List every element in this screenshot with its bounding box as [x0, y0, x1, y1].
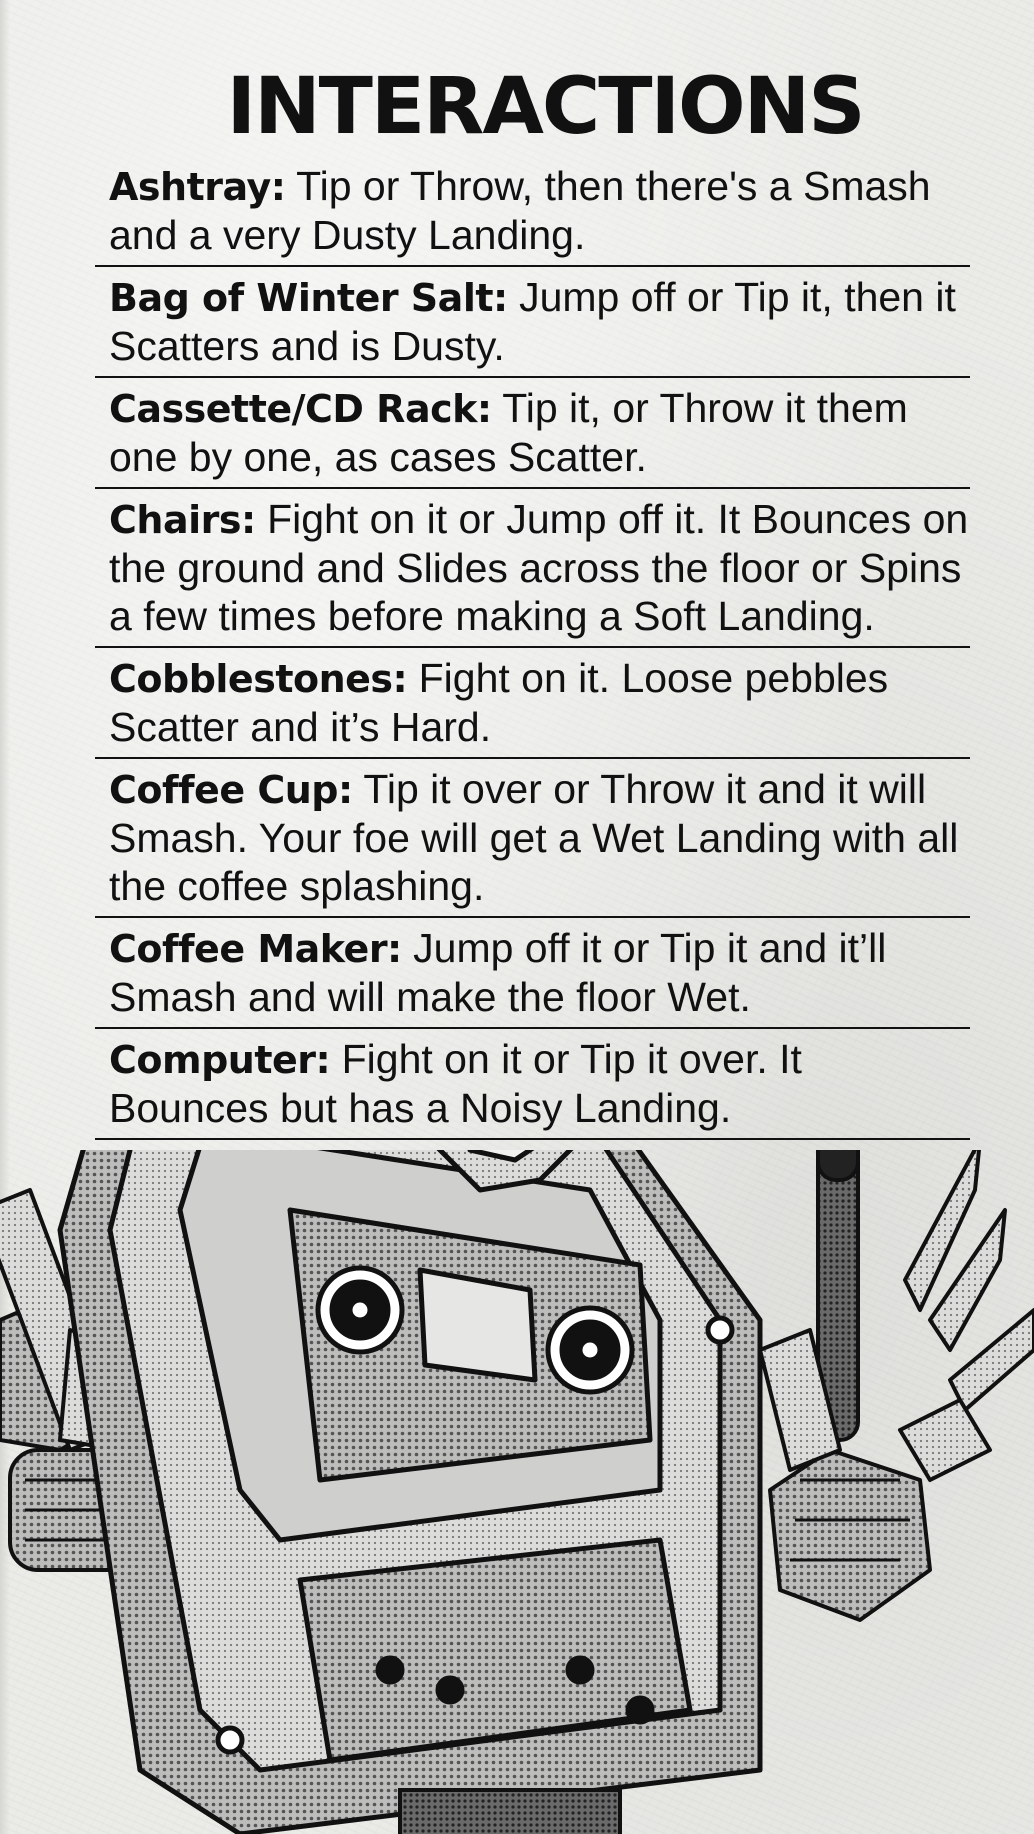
entry-text: Fight on it or Tip it over. It Bounces but has a Noisy Landing. [109, 1036, 802, 1131]
robot-legs [400, 1790, 620, 1834]
entry-name: Bag of Winter Salt: [109, 276, 508, 320]
list-item [95, 267, 970, 378]
cassette-robot-illustration [0, 1150, 1034, 1834]
list-item [95, 160, 970, 267]
entry-text: Tip it over or Throw it and it will Smash. Your foe will get a Wet Landing with all the coffee splashing. [109, 766, 959, 909]
entry-name: Chairs: [109, 498, 256, 542]
list-item [95, 378, 970, 489]
page-title: INTERACTIONS [226, 62, 864, 152]
entry-name: Computer: [109, 1038, 331, 1082]
list-item [95, 1029, 970, 1140]
list-item [95, 759, 970, 918]
entry-name: Coffee Cup: [109, 768, 353, 812]
entry-name: Ashtray: [109, 165, 286, 209]
entry-name: Coffee Maker: [109, 927, 402, 971]
entry-text: Tip it, or Throw it them one by one, as cases Scatter. [109, 385, 908, 480]
entry-text: Fight on it or Jump off it. It Bounces on the ground and Slides across the floor or Spins a few times before making a Soft Landing. [109, 496, 969, 639]
entry-name: Cassette/CD Rack: [109, 387, 492, 431]
entry-text: Jump off or Tip it, then it Scatters and is Dusty. [109, 274, 956, 369]
list-item [95, 648, 970, 759]
entry-text: Jump off it or Tip it and it’ll Smash and will make the floor Wet. [109, 925, 887, 1020]
entry-text: Fight on it. Loose pebbles Scatter and it’s Hard. [109, 655, 889, 750]
entry-text: Tip or Throw, then there's a Smash and a very Dusty Landing. [109, 163, 931, 258]
list-item [95, 489, 970, 648]
list-item [95, 918, 970, 1029]
interactions-list [95, 160, 970, 1140]
entry-name: Cobblestones: [109, 657, 408, 701]
pencils [818, 1150, 1034, 1440]
cassette-body [60, 1150, 760, 1834]
